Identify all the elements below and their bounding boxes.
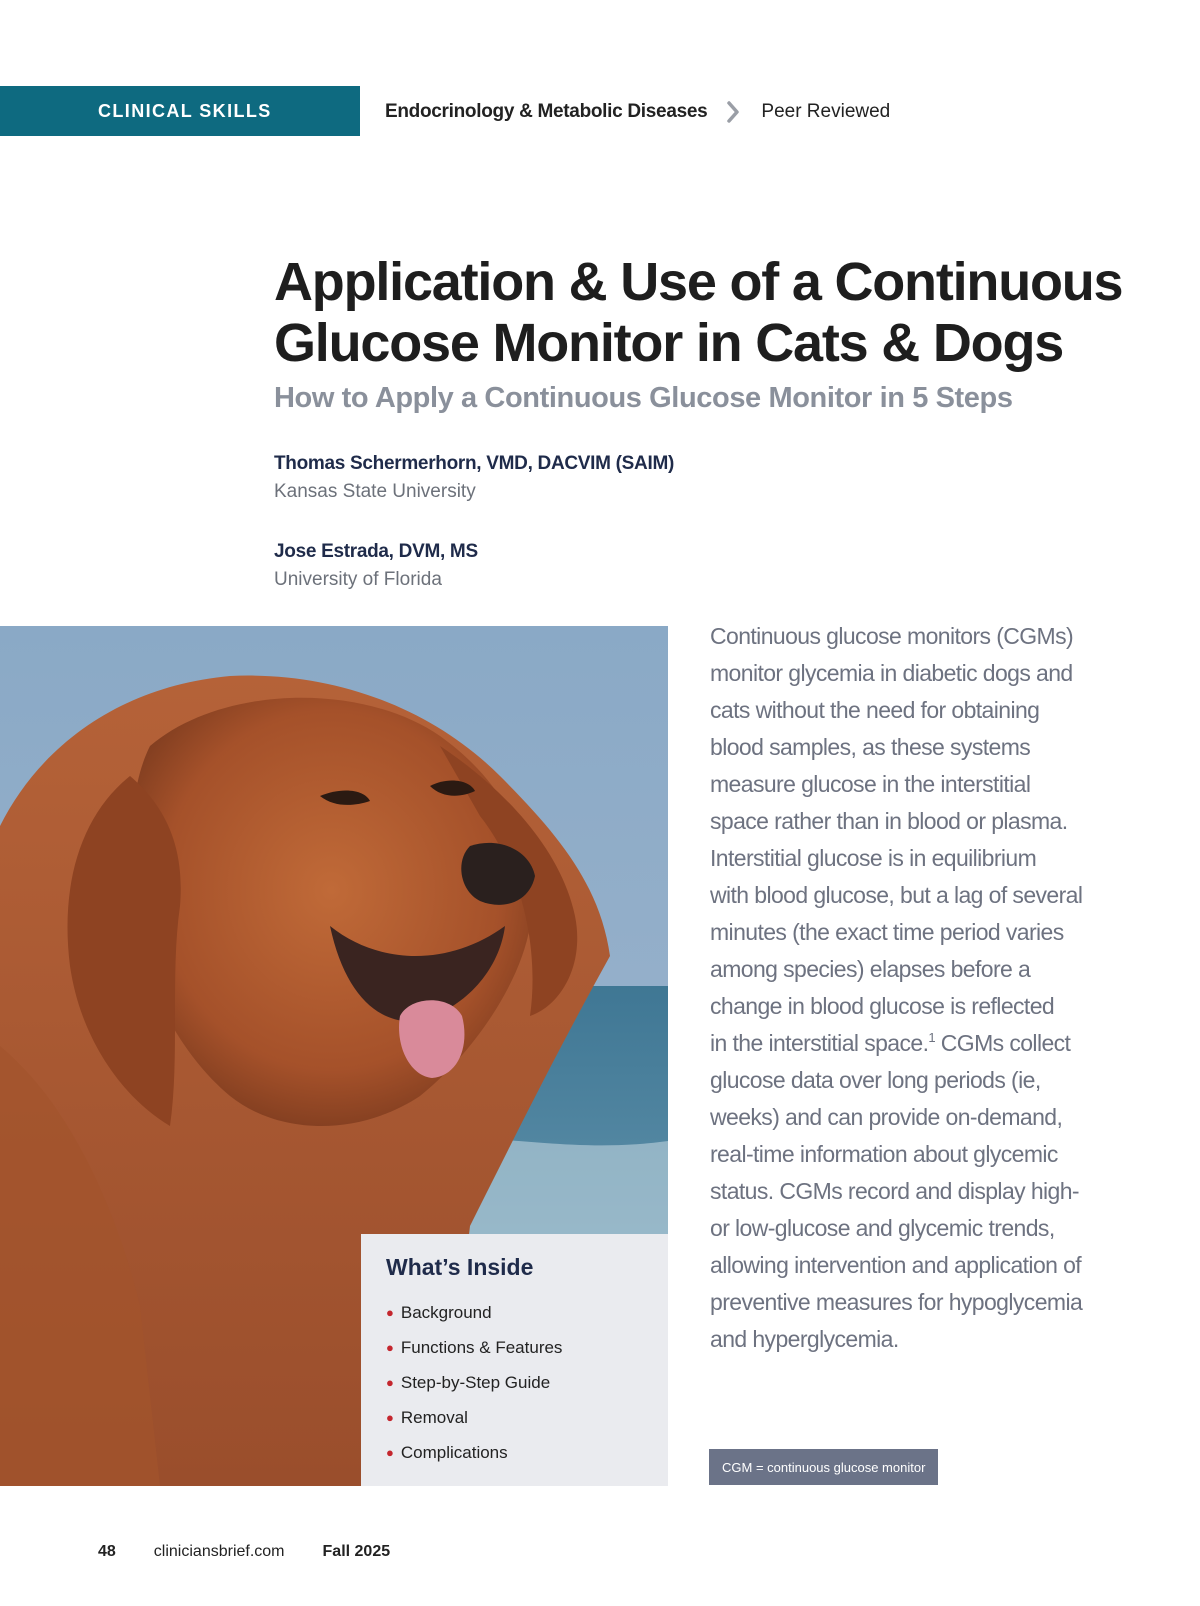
breadcrumb-status: Peer Reviewed bbox=[761, 101, 891, 122]
breadcrumb-category[interactable]: Endocrinology & Metabolic Diseases bbox=[385, 101, 708, 122]
list-item[interactable]: ● Functions & Features bbox=[386, 1330, 668, 1365]
reference-marker[interactable]: 1 bbox=[928, 1030, 935, 1045]
author-affiliation: Kansas State University bbox=[274, 481, 476, 502]
author-affiliation: University of Florida bbox=[274, 569, 442, 590]
whats-inside-box bbox=[361, 1234, 668, 1486]
article-header bbox=[274, 252, 1154, 416]
section-label: CLINICAL SKILLS bbox=[0, 86, 360, 136]
body-line: glucose data over long periods (ie, bbox=[710, 1067, 1041, 1093]
body-line: change in blood glucose is reflected bbox=[710, 993, 1055, 1019]
page-footer bbox=[98, 1543, 390, 1561]
article-intro bbox=[710, 618, 1130, 1358]
article-title-line-2: Glucose Monitor in Cats & Dogs bbox=[274, 313, 1064, 373]
body-line: in the interstitial space.$^1$ CGMs collect bbox=[710, 1030, 1071, 1056]
author-2 bbox=[274, 538, 478, 594]
list-item[interactable]: ● Complications bbox=[386, 1435, 668, 1470]
body-line: minutes (the exact time period varies bbox=[710, 919, 1064, 945]
body-line: monitor glycemia in diabetic dogs and bbox=[710, 660, 1073, 686]
page-number: 48 bbox=[98, 1543, 116, 1560]
author-1 bbox=[274, 450, 674, 506]
bullet-icon: ● bbox=[386, 1445, 394, 1460]
body-line: Interstitial glucose is in equilibrium bbox=[710, 845, 1037, 871]
article-title bbox=[274, 252, 1154, 374]
footer-issue: Fall 2025 bbox=[322, 1543, 391, 1560]
article-subtitle: How to Apply a Continuous Glucose Monitor in 5 Steps bbox=[274, 382, 1013, 414]
author-name: Jose Estrada, DVM, MS bbox=[274, 541, 478, 562]
list-item[interactable]: ● Step-by-Step Guide bbox=[386, 1365, 668, 1400]
body-line: and hyperglycemia. bbox=[710, 1326, 899, 1352]
author-name: Thomas Schermerhorn, VMD, DACVIM (SAIM) bbox=[274, 453, 675, 474]
body-line: real-time information about glycemic bbox=[710, 1141, 1058, 1167]
list-item[interactable]: ● Background bbox=[386, 1295, 668, 1330]
footer-site-link[interactable]: cliniciansbrief.com bbox=[153, 1543, 285, 1560]
body-line: with blood glucose, but a lag of several bbox=[710, 882, 1083, 908]
body-line: cats without the need for obtaining bbox=[710, 697, 1040, 723]
body-line: among species) elapses before a bbox=[710, 956, 1031, 982]
body-line: space rather than in blood or plasma. bbox=[710, 808, 1068, 834]
body-line: preventive measures for hypoglycemia bbox=[710, 1289, 1083, 1315]
body-line: allowing intervention and application of bbox=[710, 1252, 1082, 1278]
breadcrumb bbox=[385, 98, 890, 126]
whats-inside-title: What’s Inside bbox=[386, 1254, 534, 1280]
body-line: blood samples, as these systems bbox=[710, 734, 1031, 760]
list-item[interactable]: ● Removal bbox=[386, 1400, 668, 1435]
bullet-icon: ● bbox=[386, 1410, 394, 1425]
article-title-line-1: Application & Use of a Continuous bbox=[274, 252, 1123, 312]
body-line: status. CGMs record and display high- bbox=[710, 1178, 1079, 1204]
bullet-icon: ● bbox=[386, 1375, 394, 1390]
abbreviation-note: CGM = continuous glucose monitor bbox=[709, 1449, 938, 1485]
chevron-right-icon bbox=[717, 98, 751, 126]
bullet-icon: ● bbox=[386, 1305, 394, 1320]
whats-inside-list bbox=[386, 1295, 668, 1470]
bullet-icon: ● bbox=[386, 1340, 394, 1355]
body-line: or low-glucose and glycemic trends, bbox=[710, 1215, 1055, 1241]
body-line: weeks) and can provide on-demand, bbox=[710, 1104, 1063, 1130]
body-line: Continuous glucose monitors (CGMs) bbox=[710, 623, 1074, 649]
body-line: measure glucose in the interstitial bbox=[710, 771, 1031, 797]
